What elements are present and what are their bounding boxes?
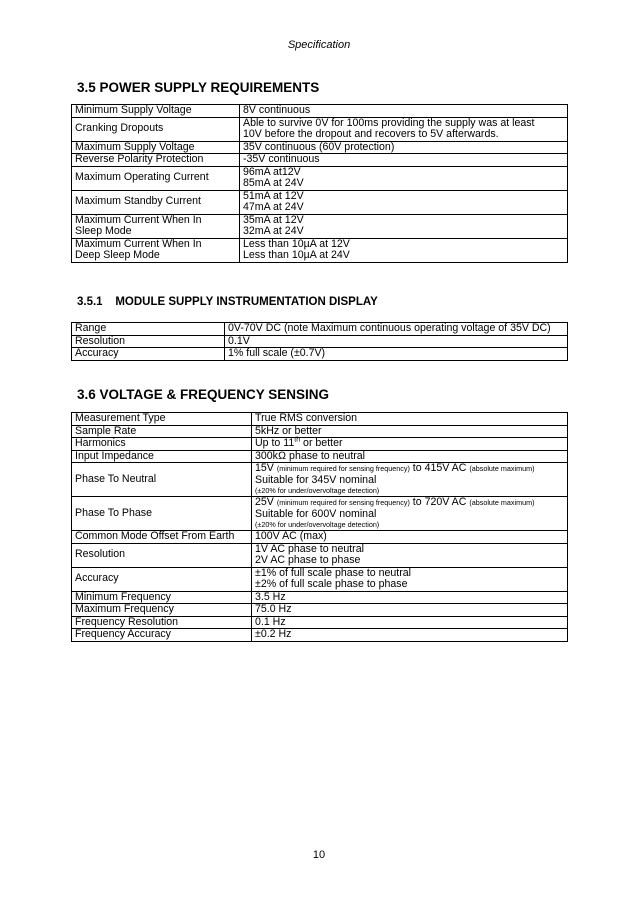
row-value — [240, 190, 568, 214]
row-value — [252, 463, 568, 497]
row-label: Range — [72, 323, 225, 336]
table-row — [72, 238, 568, 262]
value-line: 51mA at 12V — [243, 189, 304, 202]
voltage-frequency-table — [71, 412, 568, 642]
table-row — [72, 117, 568, 141]
row-value: 5kHz or better — [252, 425, 568, 438]
table-row — [72, 438, 568, 451]
table-row — [72, 141, 568, 154]
row-label: Input Impedance — [72, 450, 252, 463]
row-value — [252, 567, 568, 591]
table-row — [72, 190, 568, 214]
row-label: Frequency Resolution — [72, 616, 252, 629]
row-value: -35V continuous — [240, 154, 568, 167]
table-row — [72, 567, 568, 591]
value-line — [255, 497, 564, 509]
value-line: ±2% of full scale phase to phase — [255, 578, 408, 590]
value-line: 1V AC phase to neutral — [255, 542, 364, 555]
row-label: Minimum Frequency — [72, 591, 252, 604]
label-line: Sleep Mode — [75, 225, 132, 237]
value-line: ±1% of full scale phase to neutral — [255, 566, 411, 579]
value-line: Suitable for 345V nominal — [255, 473, 377, 486]
detection-note: (±20% for under/overvoltage detection) — [255, 520, 380, 529]
value-line: 2V AC phase to phase — [255, 554, 361, 566]
table-row — [72, 629, 568, 642]
value-line: Able to survive 0V for 100ms providing the supply was at least — [243, 116, 535, 129]
harmonics-text: Up to 11 — [255, 437, 295, 449]
row-label: Measurement Type — [72, 413, 252, 426]
table-row — [72, 450, 568, 463]
row-label: Resolution — [72, 543, 252, 567]
label-line: Maximum Current When In — [75, 237, 202, 250]
instrumentation-table — [71, 322, 568, 361]
harmonics-superscript: th — [294, 436, 301, 444]
table-row — [72, 543, 568, 567]
max-voltage-note: (absolute maximum) — [469, 464, 535, 473]
row-label: Maximum Supply Voltage — [72, 141, 240, 154]
detection-note: (±20% for under/overvoltage detection) — [255, 486, 380, 495]
section-title-instrumentation: 3.5.1 MODULE SUPPLY INSTRUMENTATION DISPLAY — [77, 296, 378, 308]
value-line — [255, 463, 564, 475]
min-voltage: 15V — [255, 462, 274, 474]
harmonics-text-end: or better — [300, 437, 343, 449]
row-value: True RMS conversion — [252, 413, 568, 426]
row-value — [240, 117, 568, 141]
row-label: Cranking Dropouts — [72, 117, 240, 141]
table-row — [72, 214, 568, 238]
max-voltage: to 415V AC — [412, 462, 467, 474]
row-label — [72, 238, 240, 262]
row-value: 0.1 Hz — [252, 616, 568, 629]
row-value: 8V continuous — [240, 105, 568, 118]
page-number: 10 — [312, 849, 326, 861]
row-value: 3.5 Hz — [252, 591, 568, 604]
row-label — [72, 214, 240, 238]
table-row — [72, 497, 568, 531]
table-row — [72, 166, 568, 190]
table-row — [72, 616, 568, 629]
page-header: Specification — [287, 39, 351, 51]
min-voltage-note: (minimum required for sensing frequency) — [276, 498, 410, 507]
section-title-voltage-frequency: 3.6 VOLTAGE & FREQUENCY SENSING — [77, 387, 330, 402]
row-label: Maximum Standby Current — [72, 190, 240, 214]
row-value: 75.0 Hz — [252, 604, 568, 617]
value-line: 96mA at12V — [243, 165, 301, 178]
row-value — [240, 166, 568, 190]
row-value: ±0.2 Hz — [252, 629, 568, 642]
value-line: 32mA at 24V — [243, 225, 304, 237]
row-label: Phase To Phase — [72, 497, 252, 531]
max-voltage-note: (absolute maximum) — [469, 498, 535, 507]
table-row — [72, 531, 568, 544]
table-row — [72, 591, 568, 604]
table-row — [72, 348, 568, 361]
table-row — [72, 604, 568, 617]
section-title-power-supply: 3.5 POWER SUPPLY REQUIREMENTS — [77, 80, 320, 95]
row-label: Accuracy — [72, 348, 225, 361]
row-label: Minimum Supply Voltage — [72, 105, 240, 118]
row-value: 0V-70V DC (note Maximum continuous operating voltage of 35V DC) — [225, 323, 568, 336]
row-value — [252, 543, 568, 567]
table-row — [72, 154, 568, 167]
power-supply-table — [71, 104, 568, 263]
row-value — [240, 238, 568, 262]
value-line: 85mA at 24V — [243, 177, 304, 189]
row-label: Sample Rate — [72, 425, 252, 438]
row-label: Harmonics — [72, 438, 252, 451]
min-voltage-note: (minimum required for sensing frequency) — [276, 464, 410, 473]
value-line: 47mA at 24V — [243, 201, 304, 213]
value-line: Suitable for 600V nominal — [255, 507, 377, 520]
row-label: Maximum Frequency — [72, 604, 252, 617]
row-value — [240, 214, 568, 238]
value-line: 35mA at 12V — [243, 213, 304, 226]
label-line: Deep Sleep Mode — [75, 249, 160, 261]
row-value: 100V AC (max) — [252, 531, 568, 544]
row-value: 35V continuous (60V protection) — [240, 141, 568, 154]
row-value: 300kΩ phase to neutral — [252, 450, 568, 463]
table-row — [72, 425, 568, 438]
table-row — [72, 323, 568, 336]
table-row — [72, 105, 568, 118]
row-value — [252, 497, 568, 531]
row-label: Resolution — [72, 335, 225, 348]
value-line: Less than 10µA at 12V — [243, 237, 350, 250]
value-line: Less than 10µA at 24V — [243, 249, 350, 261]
row-value — [252, 438, 568, 451]
table-row — [72, 335, 568, 348]
row-value: 0.1V — [225, 335, 568, 348]
min-voltage: 25V — [255, 496, 274, 508]
row-label: Maximum Operating Current — [72, 166, 240, 190]
table-row — [72, 463, 568, 497]
max-voltage: to 720V AC — [412, 496, 467, 508]
table-row — [72, 413, 568, 426]
row-label: Phase To Neutral — [72, 463, 252, 497]
value-line: 10V before the dropout and recovers to 5V afterwards. — [243, 128, 499, 140]
row-label: Accuracy — [72, 567, 252, 591]
row-label: Common Mode Offset From Earth — [72, 531, 252, 544]
row-label: Frequency Accuracy — [72, 629, 252, 642]
label-line: Maximum Current When In — [75, 213, 202, 226]
row-label: Reverse Polarity Protection — [72, 154, 240, 167]
row-value: 1% full scale (±0.7V) — [225, 348, 568, 361]
